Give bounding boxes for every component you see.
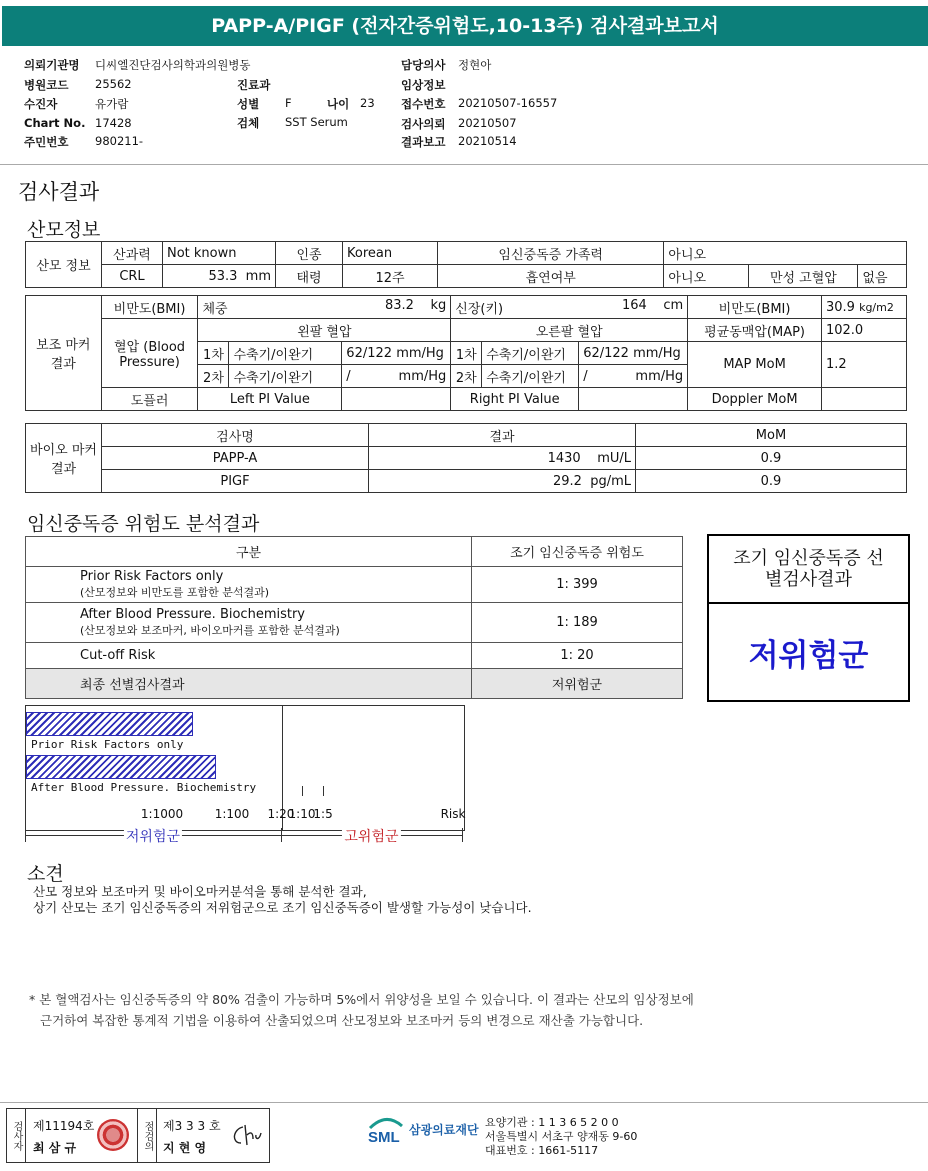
l-round2: 2차 — [198, 365, 229, 388]
report-title: PAPP-A/PIGF (전자간증위험도,10-13주) 검사결과보고서 — [2, 6, 928, 46]
r-bp2: / mm/Hg — [579, 365, 688, 388]
doppler-key: 도플러 — [101, 388, 198, 411]
patient-key: 수진자 — [24, 97, 58, 111]
receipt-value: 20210507-16557 — [458, 96, 558, 110]
risk-title: 임신중독증 위험도 분석결과 — [27, 513, 260, 535]
chart-axis — [25, 806, 465, 856]
age-key: 나이 — [327, 97, 350, 111]
final-value: 저위험군 — [472, 669, 683, 699]
left-bp-key: 왼팔 혈압 — [198, 319, 451, 342]
htn-value: 없음 — [858, 265, 907, 288]
high-risk-label: 고위험군 — [342, 826, 400, 846]
sex-key: 성별 — [237, 97, 260, 111]
tick-label: 1:1000 — [140, 807, 184, 821]
map-key: 평균동맥압(MAP) — [688, 319, 822, 342]
result-box-value: 저위험군 — [748, 637, 869, 674]
specimen-key: 검체 — [237, 116, 260, 130]
checker-no: 제11194호 — [33, 1119, 95, 1133]
risk-row3-value: 1: 20 — [472, 643, 683, 669]
doctor-key: 담당의사 — [401, 58, 446, 72]
opinion-line-1: 산모 정보와 보조마커 및 바이오마커분석을 통해 분석한 결과, — [33, 884, 367, 899]
l-bp1: 62/122 mm/Hg — [342, 342, 451, 365]
tick-label: 1:10 — [288, 807, 316, 821]
footer-contact — [485, 1116, 637, 1158]
specimen-value: SST Serum — [285, 115, 348, 129]
axis-marker — [281, 828, 282, 842]
risk-row1: Prior Risk Factors only (산모정보와 비만도를 포함한 분석결과) — [26, 567, 472, 603]
bp-key: 혈압 (Blood Pressure) — [101, 319, 198, 388]
age-value: 23 — [360, 96, 375, 110]
opinion-text — [33, 884, 532, 916]
parity-value: Not known — [163, 242, 276, 265]
bar-prior — [26, 712, 193, 736]
sml-logo — [366, 1114, 479, 1144]
reviewer-name: 지 현 영 — [163, 1141, 207, 1155]
footnote-line-2: 근거하여 복잡한 통계적 기법을 이용하여 산출되었으며 산모정보와 보조마커 등의 변경으로 재산출 가능합니다. — [40, 1013, 644, 1028]
receipt-key: 접수번호 — [401, 97, 446, 111]
crl-key: CRL — [102, 265, 163, 288]
code-value: 25562 — [95, 77, 132, 91]
chart-key: Chart No. — [24, 116, 86, 130]
request-key: 검사의뢰 — [401, 117, 446, 131]
inst-key: 의뢰기관명 — [24, 58, 80, 72]
tick-mark — [323, 786, 324, 796]
reviewer-no: 제3 3 3 호 — [163, 1119, 221, 1133]
dmom-key: Doppler MoM — [688, 388, 822, 411]
result-box-title: 조기 임신중독증 선별검사결과 — [709, 536, 908, 604]
l-round1: 1차 — [198, 342, 229, 365]
risk-row3: Cut-off Risk — [26, 643, 472, 669]
parity-key: 산과력 — [102, 242, 163, 265]
bmi2-key: 비만도(BMI) — [688, 296, 822, 319]
bar-prior-label: Prior Risk Factors only — [31, 738, 184, 751]
tick-mark — [302, 786, 303, 796]
seal-icon — [97, 1119, 129, 1151]
low-risk-label: 저위험군 — [124, 826, 182, 846]
report-value: 20210514 — [458, 134, 517, 148]
clinical-key: 임상정보 — [401, 78, 446, 92]
risk-col2: 조기 임신중독증 위험도 — [472, 537, 683, 567]
map-mom-key: MAP MoM — [688, 342, 822, 388]
bio-col-name: 검사명 — [102, 424, 369, 447]
axis-marker — [25, 828, 26, 842]
ga-key: 태령 — [276, 265, 343, 288]
aux-table — [25, 295, 907, 411]
result-box — [707, 534, 910, 702]
sml-logo-icon — [366, 1114, 406, 1144]
crl-value: 53.3 mm — [163, 265, 276, 288]
aux-label: 보조 마커 결과 — [26, 296, 102, 411]
lpi-key: Left PI Value — [198, 388, 342, 411]
maternal-title: 산모정보 — [27, 219, 101, 241]
tick-label: 1:100 — [214, 807, 250, 821]
l-sd2: 수축기/이완기 — [229, 365, 342, 388]
dept-key: 진료과 — [237, 78, 271, 92]
sex-value: F — [285, 96, 292, 110]
opinion-line-2: 상기 산모는 조기 임신중독증의 저위험군으로 조기 임신중독증이 발생할 가능성이 낮습니다. — [33, 900, 532, 915]
bar-after — [26, 755, 216, 779]
maternal-table — [25, 241, 907, 288]
bio-row — [26, 470, 907, 493]
report-key: 결과보고 — [401, 135, 446, 149]
smoke-key: 흡연여부 — [438, 265, 664, 288]
bio-mom-0: 0.9 — [636, 447, 907, 470]
doctor-value: 정현아 — [458, 58, 492, 72]
bar-after-label: After Blood Pressure. Biochemistry — [31, 781, 257, 794]
logo-text: SML — [368, 1129, 400, 1144]
signature-icon — [229, 1121, 263, 1149]
divider — [0, 164, 928, 165]
chart-value: 17428 — [95, 116, 132, 130]
smoke-value: 아니오 — [664, 265, 749, 288]
family-value: 아니오 — [664, 242, 907, 265]
race-value: Korean — [343, 242, 438, 265]
reviewer-key: 점검의 — [137, 1109, 157, 1162]
r-round1: 1차 — [451, 342, 482, 365]
dmom-value — [821, 388, 906, 411]
htn-key: 만성 고혈압 — [749, 265, 858, 288]
r-bp1: 62/122 mm/Hg — [579, 342, 688, 365]
r-sd1: 수축기/이완기 — [482, 342, 579, 365]
results-title: 검사결과 — [18, 180, 100, 204]
code-key: 병원코드 — [24, 78, 69, 92]
ga-value: 12주 — [343, 265, 438, 288]
checker-name: 최 삼 규 — [33, 1141, 77, 1155]
map-mom-value: 1.2 — [821, 342, 906, 388]
race-key: 인종 — [276, 242, 343, 265]
maternal-label: 산모 정보 — [26, 242, 102, 288]
rpi-key: Right PI Value — [451, 388, 579, 411]
rrn-value: 980211- — [95, 134, 144, 148]
signature-box — [6, 1108, 270, 1163]
weight-cell: 체중 83.2 kg — [198, 296, 451, 319]
footnote — [29, 989, 694, 1031]
axis-marker — [462, 828, 463, 842]
bio-row — [26, 447, 907, 470]
risk-row2-value: 1: 189 — [472, 603, 683, 643]
footer-divider — [0, 1102, 928, 1103]
footnote-line-1: * 본 혈액검사는 임신중독증의 약 80% 검출이 가능하며 5%에서 위양성을 보일 수 있습니다. 이 결과는 산모의 임상정보에 — [29, 992, 694, 1007]
request-value: 20210507 — [458, 116, 517, 130]
foundation-name: 삼광의료재단 — [409, 1122, 479, 1137]
bio-result-1: 29.2 pg/mL — [369, 470, 636, 493]
tick-label: 1:5 — [313, 807, 333, 821]
tick-label: 1:20 — [267, 807, 295, 821]
lpi-value — [342, 388, 451, 411]
address: 서울특별시 서초구 양재동 9-60 — [485, 1130, 638, 1143]
bio-result-0: 1430 mU/L — [369, 447, 636, 470]
family-key: 임신중독증 가족력 — [438, 242, 664, 265]
risk-row1-value: 1: 399 — [472, 567, 683, 603]
bio-col-mom: MoM — [636, 424, 907, 447]
bio-name-0: PAPP-A — [102, 447, 369, 470]
rpi-value — [579, 388, 688, 411]
patient-value: 유가람 — [95, 97, 129, 111]
risk-col1: 구분 — [26, 537, 472, 567]
risk-table — [25, 536, 683, 699]
bmi-value: 30.9 kg/m2 — [821, 296, 906, 319]
map-value: 102.0 — [821, 319, 906, 342]
rrn-key: 주민번호 — [24, 135, 69, 149]
height-cell: 신장(키) 164 cm — [451, 296, 688, 319]
l-sd1: 수축기/이완기 — [229, 342, 342, 365]
l-bp2: / mm/Hg — [342, 365, 451, 388]
bio-mom-1: 0.9 — [636, 470, 907, 493]
opinion-title: 소견 — [27, 863, 64, 885]
final-key: 최종 선별검사결과 — [26, 669, 472, 699]
bio-table — [25, 423, 907, 493]
r-round2: 2차 — [451, 365, 482, 388]
bio-name-1: PIGF — [102, 470, 369, 493]
phone: 대표번호 : 1661-5117 — [485, 1144, 599, 1157]
bio-label: 바이오 마커 결과 — [26, 424, 102, 493]
bmi-key: 비만도(BMI) — [101, 296, 198, 319]
tick-label: Risk — [440, 807, 466, 821]
risk-row2: After Blood Pressure. Biochemistry (산모정보와 보조마커, 바이오마커를 포함한 분석결과) — [26, 603, 472, 643]
care-code: 요양기관 : 1 1 3 6 5 2 0 0 — [485, 1116, 619, 1129]
checker-key: 검사자 — [7, 1109, 26, 1162]
bio-col-result: 결과 — [369, 424, 636, 447]
right-bp-key: 오른팔 혈압 — [451, 319, 688, 342]
r-sd2: 수축기/이완기 — [482, 365, 579, 388]
inst-value: 디씨엘진단검사의학과의원병동 — [95, 58, 251, 72]
